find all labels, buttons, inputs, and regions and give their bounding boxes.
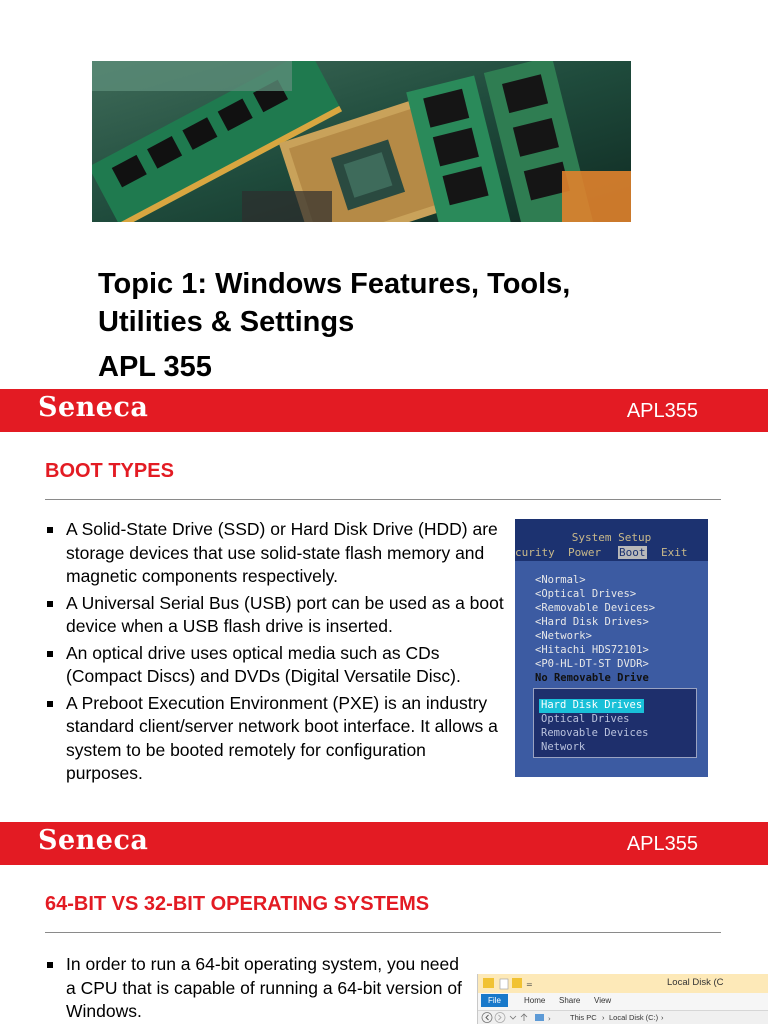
- bios-popup-item: Removable Devices: [541, 727, 649, 739]
- navigation-arrows-icon[interactable]: [480, 1011, 560, 1024]
- bios-popup-item: Network: [541, 741, 586, 753]
- title-line-1: Topic 1: Windows Features, Tools,: [98, 268, 571, 300]
- title-line-2: Utilities & Settings: [98, 306, 355, 338]
- bios-boot-item: <Hitachi HDS72101>: [535, 644, 649, 656]
- course-label: APL355: [626, 833, 698, 855]
- os-bitness-list: [45, 953, 470, 1027]
- breadcrumb-this-pc[interactable]: This PC: [570, 1013, 597, 1022]
- section-divider: [45, 932, 721, 933]
- bios-boot-item: <Optical Drives>: [535, 588, 637, 600]
- bios-boot-item: <Removable Devices>: [535, 602, 656, 614]
- course-code-title: APL 355: [98, 351, 212, 383]
- breadcrumb-separator: ›: [602, 1013, 605, 1022]
- explorer-ribbon-tabs: [478, 993, 768, 1011]
- bios-tabs: [515, 546, 708, 560]
- bios-title: System Setup: [571, 531, 652, 544]
- svg-text:=: =: [526, 980, 533, 989]
- bios-popup-menu: [533, 688, 697, 758]
- bios-boot-screen: [515, 519, 708, 777]
- breadcrumb-local-disk[interactable]: Local Disk (C:): [609, 1013, 659, 1022]
- ribbon-tab-file[interactable]: File: [481, 994, 508, 1007]
- course-label: APL355: [626, 400, 698, 422]
- bios-tab-boot: Boot: [619, 546, 646, 559]
- list-item: In order to run a 64-bit operating system, you need a CPU that is capable of running a 64-bit version of Windows.: [45, 953, 470, 1024]
- quick-access-toolbar-icons: [481, 974, 541, 993]
- bios-boot-item: <P0-HL-DT-ST DVDR>: [535, 658, 649, 670]
- seneca-logo: Seneca: [38, 392, 149, 423]
- breadcrumb-separator: ›: [661, 1013, 664, 1022]
- brand-bar: [0, 822, 768, 865]
- boot-types-list: [45, 518, 505, 789]
- bios-tab-security: curity: [515, 546, 555, 559]
- bios-tab-exit: Exit: [661, 546, 688, 559]
- bios-boot-item: <Network>: [535, 630, 592, 642]
- explorer-window-title: Local Disk (C: [667, 977, 724, 988]
- ribbon-tab-share[interactable]: Share: [559, 996, 581, 1005]
- ribbon-tab-view[interactable]: View: [594, 996, 612, 1005]
- bios-tab-power: Power: [568, 546, 602, 559]
- explorer-titlebar: [478, 974, 768, 993]
- file-explorer-screenshot: [477, 974, 768, 1024]
- list-item: A Universal Serial Bus (USB) port can be used as a boot device when a USB flash drive is inserted.: [45, 592, 505, 639]
- section-divider: [45, 499, 721, 500]
- hero-image: [92, 61, 631, 222]
- list-item: A Solid-State Drive (SSD) or Hard Disk Drive (HDD) are storage devices that use solid-state flash memory and magnetic components respectively.: [45, 518, 505, 589]
- bios-boot-item: <Hard Disk Drives>: [535, 616, 649, 628]
- brand-bar: [0, 389, 768, 432]
- section-heading-64-vs-32-bit: 64-BIT VS 32-BIT OPERATING SYSTEMS: [45, 893, 430, 915]
- computer-components-photo: [92, 61, 631, 222]
- list-item: A Preboot Execution Environment (PXE) is an industry standard client/server network boot interface. It allows a system to be booted remotely for configuration purposes.: [45, 692, 505, 786]
- seneca-logo: Seneca: [38, 825, 149, 856]
- bios-boot-item: <Normal>: [535, 574, 586, 586]
- section-heading-boot-types: BOOT TYPES: [45, 460, 174, 482]
- bios-popup-item: Optical Drives: [541, 713, 630, 725]
- bios-popup-item-selected: Hard Disk Drives: [541, 699, 643, 711]
- list-item: An optical drive uses optical media such as CDs (Compact Discs) and DVDs (Digital Versatile Disc).: [45, 642, 505, 689]
- ribbon-tab-home[interactable]: Home: [524, 996, 546, 1005]
- explorer-address-bar: [478, 1011, 768, 1024]
- svg-text:›: ›: [548, 1015, 551, 1023]
- bios-boot-item: No Removable Drive: [535, 672, 649, 684]
